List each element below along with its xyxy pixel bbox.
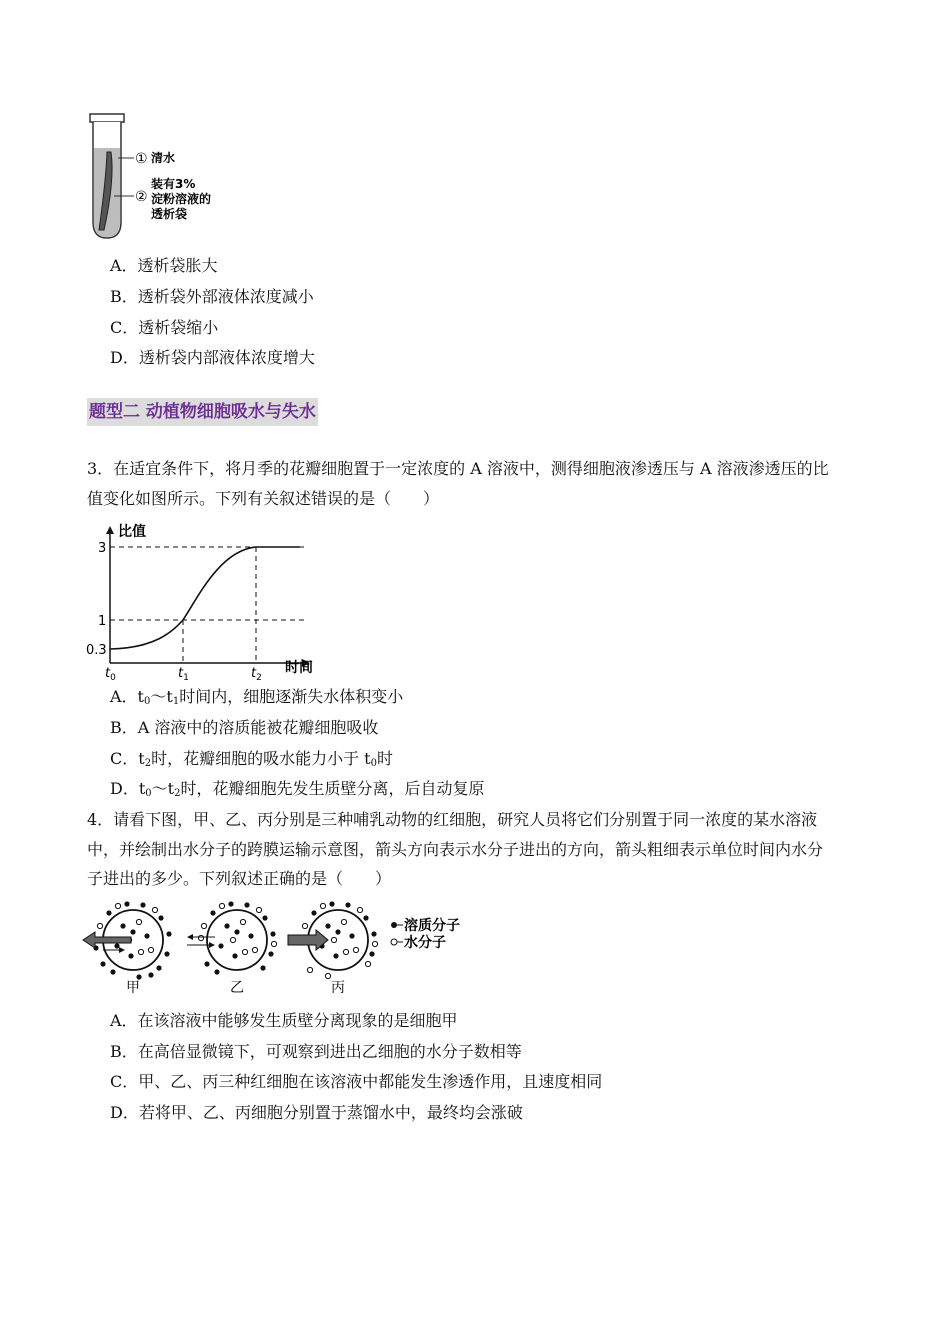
q4-option-d: D．若将甲、乙、丙细胞分别置于蒸馏水中，最终均会涨破 — [110, 1103, 523, 1122]
ratio-curve — [110, 547, 300, 649]
x-tick-label: $t_2$ — [251, 666, 262, 683]
x-axis-label: 时间 — [285, 660, 313, 676]
label-2-line2: 淀粉溶液的 — [151, 192, 212, 206]
q4-option-a: A．在该溶液中能够发生质壁分离现象的是细胞甲 — [110, 1011, 458, 1030]
cell-label-jia: 甲 — [126, 980, 140, 996]
q4-stem-line1: 4．请看下图，甲、乙、丙分别是三种哺乳动物的红细胞，研究人员将它们分别置于同一浓度的某水溶液 — [87, 810, 818, 829]
cell-label-yi: 乙 — [230, 980, 244, 996]
q3-stem-line2: 值变化如图所示。下列有关叙述错误的是（ ） — [87, 489, 440, 508]
legend-water: 水分子 — [404, 935, 446, 951]
y-tick-label: 1 — [98, 614, 107, 629]
q4-option-b: B．在高倍显微镜下，可观察到进出乙细胞的水分子数相等 — [110, 1042, 522, 1061]
y-axis-label: 比值 — [118, 524, 146, 540]
legend-solute: 溶质分子 — [404, 918, 460, 934]
label-1-number: ① — [135, 151, 148, 167]
q2-option-a: A．透析袋胀大 — [110, 256, 218, 275]
q3-option-d: D．$t_0\sim t_2$时，花瓣细胞先发生质壁分离，后自动复原 — [110, 779, 485, 799]
q4-stem-line3: 子进出的多少。下列叙述正确的是（ ） — [87, 869, 392, 888]
cell-label-bing: 丙 — [331, 980, 345, 996]
label-2-line3: 透析袋 — [151, 207, 188, 221]
red-blood-cells-figure — [85, 900, 480, 1000]
q3-option-b: B．A 溶液中的溶质能被花瓣细胞吸收 — [110, 718, 379, 737]
q3-option-c: C．$t_2$时，花瓣细胞的吸水能力小于 $t_0$时 — [110, 749, 393, 769]
q2-option-d: D．透析袋内部液体浓度增大 — [110, 348, 315, 367]
q4-stem-line2: 中，并绘制出水分子的跨膜运输示意图，箭头方向表示水分子进出的方向，箭头粗细表示单位时间内水分 — [87, 840, 824, 859]
ratio-chart — [80, 518, 330, 683]
y-tick-label: 0.3 — [86, 643, 107, 658]
test-tube-figure — [80, 110, 240, 245]
x-tick-label: $t_1$ — [178, 666, 189, 683]
q3-stem-line1: 3．在适宜条件下，将月季的花瓣细胞置于一定浓度的 A 溶液中，测得细胞液渗透压与 A 溶液渗透压的比 — [87, 459, 829, 478]
label-2-number: ② — [135, 189, 148, 205]
label-1-text: 清水 — [151, 151, 176, 165]
x-tick-label: $t_0$ — [105, 666, 116, 683]
q2-option-c: C．透析袋缩小 — [110, 318, 219, 337]
q3-option-a: A．$t_0\sim t_1$时间内，细胞逐渐失水体积变小 — [110, 687, 404, 707]
label-2-line1: 装有3% — [151, 177, 196, 191]
y-axis-arrow — [106, 526, 114, 534]
red-blood-cell — [198, 901, 276, 974]
q2-option-b: B．透析袋外部液体浓度减小 — [110, 287, 314, 306]
y-tick-label: 3 — [98, 541, 107, 556]
section-heading: 题型二 动植物细胞吸水与失水 — [87, 398, 318, 426]
q4-option-c: C．甲、乙、丙三种红细胞在该溶液中都能发生渗透作用，且速度相同 — [110, 1072, 603, 1091]
